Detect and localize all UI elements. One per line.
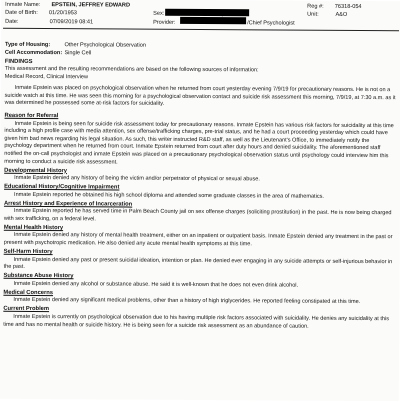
section-text: Inmate Epstein denied any alcohol or substance abuse. He said it is well-known that he does not even drink alcohol. xyxy=(13,280,299,289)
cell-accommodation-value: Single Cell xyxy=(64,50,92,57)
section-mental-health-history xyxy=(4,225,396,250)
reg-label: Reg #: xyxy=(307,3,324,10)
section-text: Inmate Epstein denied any past or present suicidal ideation, intention or plan. He denied ever engaging in any suicide attempts or self-injurious behavior in the past. xyxy=(3,256,393,271)
redaction-bar xyxy=(180,17,246,24)
provider-title: /Chief Psychologist xyxy=(247,20,295,27)
section-text: Inmate Epstein is being seen for suicide risk assessment today for precautionary reasons. Inmate Epstein has various risk factors for suicidality at this time including a high profile case with media attention, sex offense/trafficking charges, pre-trial status, and he had a court proceeding yesterday which could have given him bad news regarding his legal situation. As such, this writer instructed R&D staff, as well as the Lieutenant's Office, to immediately notify the psychology department when he returned from court. Inmate Epstein returned from court after duty hours and denied suicidality. The aforementioned staff notified the on-call psychologist and inmate Epstein was placed on a precautionary psychological observation status until psychology could interview him this morning to conduct a suicide risk assessment. xyxy=(4,120,394,166)
unit-value: A&O xyxy=(335,12,348,19)
housing-type-value: Other Psychological Observation xyxy=(64,42,146,49)
date-value: 07/09/2019 08:41 xyxy=(49,18,94,26)
dob-label: Date of Birth: xyxy=(5,10,38,17)
section-medical-concerns xyxy=(3,290,395,307)
section-text: Inmate Epstein denied any history of being the victim and/or perpetrator of physical or sexual abuse. xyxy=(14,175,260,183)
inmate-name-label: Inmate Name: xyxy=(5,1,41,9)
section-substance-abuse-history xyxy=(3,273,395,290)
unit-field xyxy=(307,11,347,20)
section-reason-for-referral xyxy=(4,113,396,168)
section-title: Substance Abuse History xyxy=(3,273,74,280)
findings-intro: This assessment and the resulting recommendations are based on the following sources of information: xyxy=(4,65,259,74)
provider-label: Provider: xyxy=(153,19,176,26)
section-text: Inmate Epstein reported he has served time in Palm Beach County jail on sex offense charges (soliciting prostitution) in the past. He is now being charged with sex trafficking, on a federal level. xyxy=(3,208,392,223)
section-text: Inmate Epstein denied any significant medical problems, other than a history of high triglycerides. He reported feeling constipated at this time. xyxy=(13,297,361,306)
section-text: Inmate Epstein is currently on psychological observation due to his having multiple risk factors associated with suicidality. He denies any suicidality at this time and has no mental health or suicide history. He is being seen for a suicide risk assessment as an abundance of caution. xyxy=(3,313,390,330)
reg-value: 76318-054 xyxy=(334,3,362,10)
date-row xyxy=(5,18,93,27)
section-title: Current Problem xyxy=(3,306,50,313)
section-text: Inmate Epstein denied any history of mental health treatment, either on an inpatient or outpatient basis. Inmate Epstein denied any treatment in the past or present with psychotropic medication. He also denied any acute mental health symptoms at this time. xyxy=(3,232,393,248)
section-arrest-history xyxy=(4,201,396,226)
unit-label: Unit: xyxy=(307,12,319,19)
section-title: Educational History/Cognitive Impairment xyxy=(4,184,120,191)
findings-summary: Inmate Epstein was placed on psychological observation when he returned from court yesterday evening 7/9/19 for precautionary reasons. He is not on a suicide watch at this time. He was seen this morning for a psychological observation contact and suicide risk assessment this morning, 7/9/19, at 7:30 a.m. as it was determined he possessed some at-risk factors for suicidality. xyxy=(4,85,396,108)
provider-field xyxy=(153,19,175,28)
inmate-name: EPSTEIN, JEFFREY EDWARD xyxy=(51,2,131,9)
findings-heading: FINDINGS xyxy=(4,58,33,65)
section-title: Developmental History xyxy=(4,167,68,174)
dob-value: 01/20/1953 xyxy=(48,10,77,17)
section-title: Self-Harm History xyxy=(3,248,53,256)
housing-info xyxy=(5,41,146,58)
section-self-harm-history xyxy=(4,249,396,274)
section-current-problem xyxy=(3,306,395,331)
section-educational-history xyxy=(4,184,396,201)
housing-type-label: Type of Housing: xyxy=(4,41,51,49)
findings-sources: Medical Record, Clinical Interview xyxy=(4,73,89,80)
reg-field xyxy=(307,3,361,12)
section-title: Medical Concerns xyxy=(3,289,54,296)
redaction-bar xyxy=(165,8,249,16)
section-developmental-history xyxy=(4,167,396,184)
section-title: Mental Health History xyxy=(3,224,64,232)
section-title: Arrest History and Experience of Incarceration xyxy=(3,200,133,208)
report-body xyxy=(3,57,397,331)
sex-label: Sex: xyxy=(153,11,165,18)
date-label: Date: xyxy=(5,18,19,25)
section-title: Reason for Referral xyxy=(4,113,59,120)
section-text: Inmate Epstein reported he obtained his high school diploma and attended some graduate classes in the area of mathematics. xyxy=(14,191,324,200)
cell-accommodation-label: Cell Accommodation: xyxy=(4,49,63,57)
